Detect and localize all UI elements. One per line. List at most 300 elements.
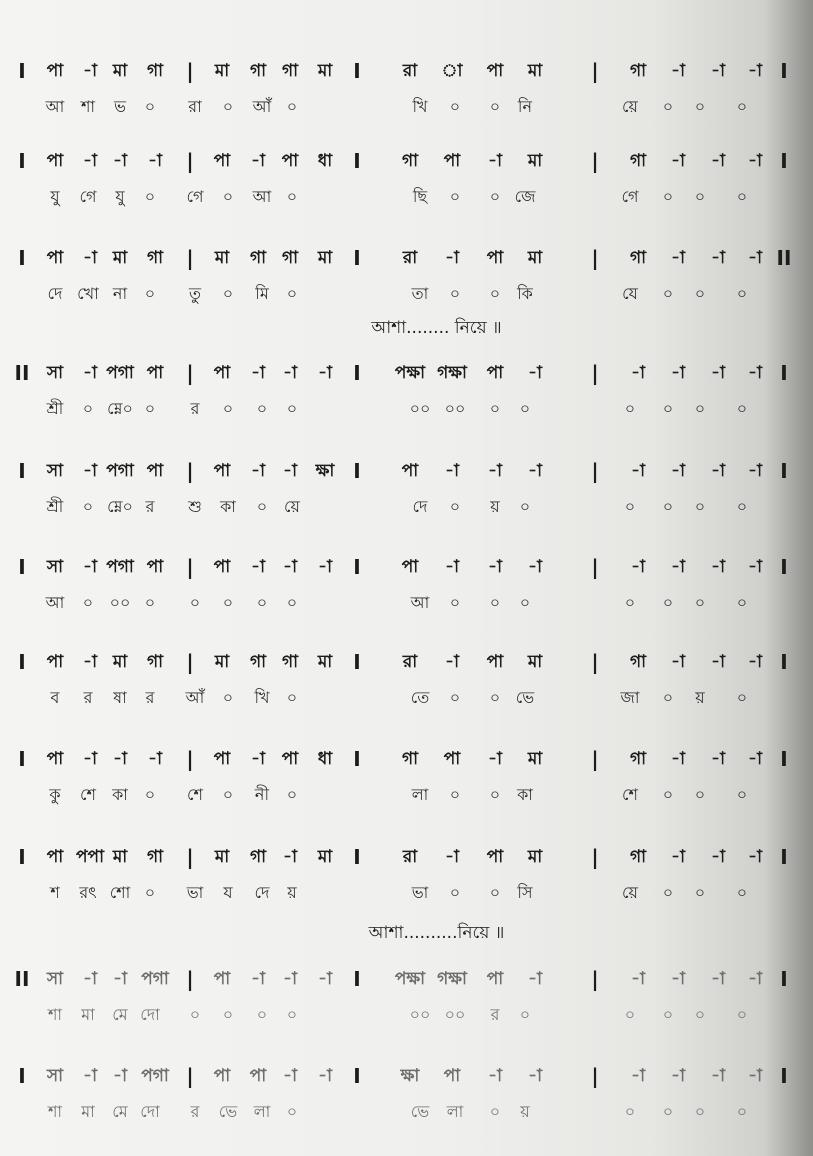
lyric-syllable: যে <box>622 284 638 303</box>
lyric-syllable: জে <box>514 187 536 206</box>
lyric-syllable: ০ <box>222 785 234 804</box>
swara-note: -া <box>283 847 297 867</box>
bar-line: | <box>591 845 599 869</box>
swara-note: মা <box>214 847 230 867</box>
swara-note: মা <box>112 847 128 867</box>
swara-note: -া <box>83 652 97 672</box>
swara-note: -া <box>251 749 265 769</box>
swara-note: পা <box>213 363 231 383</box>
lyric-syllable: ০ <box>256 1005 268 1024</box>
bar-line: I <box>353 650 361 674</box>
lyric-syllable: ০ <box>449 785 461 804</box>
swara-note: -া <box>748 248 762 268</box>
swara-note: -া <box>711 461 725 481</box>
bar-line: I <box>780 967 788 991</box>
swara-note: পা <box>46 749 64 769</box>
lyric-syllable: ০ <box>286 785 298 804</box>
swara-note: -া <box>528 1066 542 1086</box>
lyric-syllable: শে <box>622 785 638 804</box>
lyric-syllable: আ <box>410 593 430 612</box>
bar-line: I <box>353 1064 361 1088</box>
bar-line: | <box>591 1064 599 1088</box>
swara-note: -া <box>711 61 725 81</box>
swara-note: পা <box>213 151 231 171</box>
lyric-syllable: দে <box>47 284 63 303</box>
lyric-syllable: ভে <box>410 1102 430 1121</box>
lyric-syllable: ০ <box>662 1102 674 1121</box>
swara-note: -া <box>148 749 162 769</box>
bar-line: | <box>186 246 194 270</box>
lyric-syllable: ০০ <box>109 593 131 612</box>
lyric-syllable: গে <box>621 187 639 206</box>
swara-note: মা <box>317 847 333 867</box>
lyric-syllable: শ <box>50 883 60 902</box>
swara-note: সা <box>46 461 64 481</box>
lyric-syllable: ০ <box>489 1102 501 1121</box>
swara-note: মা <box>317 248 333 268</box>
swara-note: মা <box>527 847 543 867</box>
lyric-syllable: রা <box>188 97 202 116</box>
lyric-syllable: গে <box>79 187 97 206</box>
lyric-syllable: শে <box>80 785 96 804</box>
swara-note: পপা <box>75 847 105 867</box>
swara-note: -া <box>748 151 762 171</box>
swara-note: -া <box>445 557 459 577</box>
swara-note: -া <box>671 847 685 867</box>
swara-note: পা <box>213 749 231 769</box>
bar-line: I <box>353 967 361 991</box>
bar-line: | <box>186 555 194 579</box>
lyric-syllable: ০ <box>694 785 706 804</box>
lyric-syllable: ০ <box>286 399 298 418</box>
lyric-syllable: ০ <box>222 187 234 206</box>
lyric-syllable: ০ <box>624 497 636 516</box>
lyric-syllable: দে <box>412 497 428 516</box>
swara-note: -া <box>113 749 127 769</box>
lyric-syllable: ০০ <box>444 399 466 418</box>
lyric-syllable: ০ <box>286 1102 298 1121</box>
swara-note: -া <box>318 363 332 383</box>
swara-note: -া <box>528 557 542 577</box>
lyric-line <box>0 998 813 1032</box>
lyric-line <box>0 180 813 214</box>
swara-note: সা <box>46 363 64 383</box>
swara-note: -া <box>748 652 762 672</box>
swara-note: পা <box>146 363 164 383</box>
swara-line <box>0 962 813 996</box>
lyric-syllable: না <box>112 284 128 303</box>
bar-line: I <box>353 246 361 270</box>
lyric-syllable: ০ <box>222 284 234 303</box>
swara-note: পগা <box>106 557 134 577</box>
lyric-syllable: ০ <box>82 497 94 516</box>
bar-line: | <box>591 361 599 385</box>
lyric-syllable: শে <box>187 785 203 804</box>
swara-note: গা <box>629 151 647 171</box>
swara-note: পা <box>46 847 64 867</box>
swara-note: পা <box>46 151 64 171</box>
bar-line: | <box>186 459 194 483</box>
lyric-syllable: ০ <box>736 1005 748 1024</box>
swara-note: গা <box>629 61 647 81</box>
swara-line <box>0 54 813 88</box>
lyric-syllable: রৎ <box>79 883 97 902</box>
swara-note: -া <box>631 1066 645 1086</box>
swara-note: -া <box>711 749 725 769</box>
bar-line: I <box>780 459 788 483</box>
swara-note: রা <box>402 61 418 81</box>
swara-note: মা <box>527 248 543 268</box>
refrain-text: আশা........ নিয়ে ॥ <box>371 318 502 338</box>
bar-line: | <box>591 59 599 83</box>
bar-line: | <box>591 747 599 771</box>
lyric-syllable: ০ <box>144 785 156 804</box>
swara-note: -া <box>671 61 685 81</box>
lyric-syllable: তা <box>411 284 429 303</box>
lyric-syllable: ০ <box>736 785 748 804</box>
swara-note: -া <box>748 461 762 481</box>
swara-note: -া <box>251 151 265 171</box>
swara-note: -া <box>283 557 297 577</box>
swara-note: -া <box>83 363 97 383</box>
lyric-syllable: য় <box>520 1102 530 1121</box>
lyric-syllable: ০ <box>736 284 748 303</box>
lyric-syllable: র <box>190 399 200 418</box>
bar-line: | <box>186 747 194 771</box>
lyric-syllable: যু <box>50 187 60 206</box>
lyric-line <box>0 586 813 620</box>
lyric-syllable: লা <box>446 1102 464 1121</box>
bar-line: I <box>353 747 361 771</box>
swara-note: গা <box>249 61 267 81</box>
swara-note: -া <box>748 557 762 577</box>
lyric-syllable: ০ <box>694 497 706 516</box>
bar-line: | <box>186 361 194 385</box>
swara-note: -া <box>445 461 459 481</box>
swara-note: -া <box>671 363 685 383</box>
lyric-syllable: ০ <box>286 187 298 206</box>
swara-line <box>0 144 813 178</box>
swara-note: -া <box>445 248 459 268</box>
lyric-syllable: ০ <box>662 97 674 116</box>
lyric-syllable: ০ <box>519 497 531 516</box>
lyric-syllable: ০ <box>662 497 674 516</box>
swara-note: -া <box>283 461 297 481</box>
swara-note: গা <box>281 248 299 268</box>
refrain-text: আশা..........নিয়ে ॥ <box>368 923 505 943</box>
swara-note: গা <box>146 847 164 867</box>
swara-note: পা <box>281 749 299 769</box>
lyric-syllable: ০ <box>662 284 674 303</box>
swara-note: গা <box>281 652 299 672</box>
swara-note: পক্ষা <box>394 363 426 383</box>
swara-note: পা <box>486 363 504 383</box>
bar-line: | <box>186 967 194 991</box>
lyric-syllable: ০ <box>489 688 501 707</box>
lyric-syllable: ০ <box>144 97 156 116</box>
swara-note: পা <box>486 847 504 867</box>
swara-note: গা <box>249 652 267 672</box>
swara-note: পা <box>281 151 299 171</box>
lyric-syllable: নি <box>517 97 533 116</box>
lyric-syllable: শ্রী <box>46 497 64 516</box>
bar-line: | <box>591 650 599 674</box>
lyric-syllable: ০ <box>144 883 156 902</box>
swara-note: -া <box>113 151 127 171</box>
lyric-syllable: ০ <box>694 187 706 206</box>
bar-line: I <box>353 555 361 579</box>
lyric-syllable: শু <box>188 497 202 516</box>
lyric-syllable: কা <box>112 785 128 804</box>
swara-note: মা <box>112 248 128 268</box>
swara-note: -া <box>83 461 97 481</box>
lyric-syllable: ০ <box>662 399 674 418</box>
swara-note: পা <box>146 461 164 481</box>
swara-note: -া <box>631 969 645 989</box>
lyric-syllable: ০ <box>736 97 748 116</box>
lyric-syllable: র <box>145 497 155 516</box>
lyric-syllable: ভে <box>515 688 535 707</box>
swara-note: -া <box>671 1066 685 1086</box>
lyric-syllable: ষা <box>113 688 127 707</box>
bar-line: I <box>780 149 788 173</box>
swara-note: মা <box>214 61 230 81</box>
swara-note: -া <box>251 969 265 989</box>
lyric-syllable: ০ <box>286 593 298 612</box>
swara-note: -া <box>711 1066 725 1086</box>
swara-note: -া <box>83 61 97 81</box>
bar-line: I <box>18 59 26 83</box>
lyric-syllable: র <box>490 1005 500 1024</box>
bar-line: I <box>780 59 788 83</box>
lyric-syllable: শা <box>47 1005 63 1024</box>
swara-note: -া <box>83 151 97 171</box>
swara-note: গা <box>146 248 164 268</box>
lyric-syllable: ০ <box>662 883 674 902</box>
swara-note: -া <box>631 461 645 481</box>
lyric-syllable: দে <box>254 883 270 902</box>
lyric-syllable: মে <box>112 1102 128 1121</box>
swara-note: মা <box>317 652 333 672</box>
swara-note: পা <box>213 969 231 989</box>
lyric-line <box>0 1095 813 1129</box>
lyric-line <box>0 90 813 124</box>
lyric-syllable: ০০ <box>409 399 431 418</box>
swara-line <box>0 742 813 776</box>
lyric-syllable: ০ <box>624 399 636 418</box>
lyric-syllable: সি <box>517 883 533 902</box>
swara-note: পা <box>486 969 504 989</box>
bar-line: | <box>186 1064 194 1088</box>
swara-note: -া <box>748 363 762 383</box>
swara-note: গা <box>401 749 419 769</box>
swara-note: -া <box>671 151 685 171</box>
lyric-syllable: ০০ <box>409 1005 431 1024</box>
lyric-syllable: ০ <box>694 97 706 116</box>
bar-line: I <box>18 747 26 771</box>
bar-line: | <box>591 459 599 483</box>
lyric-syllable: মা <box>81 1102 95 1121</box>
lyric-syllable: ০ <box>736 399 748 418</box>
swara-note: পা <box>401 557 419 577</box>
swara-note: -া <box>488 749 502 769</box>
swara-note: -া <box>251 557 265 577</box>
bar-line: I <box>18 650 26 674</box>
lyric-syllable: ০ <box>694 883 706 902</box>
lyric-syllable: ভা <box>411 883 429 902</box>
lyric-syllable: শা <box>80 97 96 116</box>
swara-note: পগা <box>141 969 169 989</box>
swara-note: -া <box>318 1066 332 1086</box>
lyric-syllable: ০ <box>519 399 531 418</box>
lyric-syllable: ০ <box>222 593 234 612</box>
swara-note: -া <box>113 969 127 989</box>
lyric-syllable: ০ <box>286 284 298 303</box>
swara-line <box>0 454 813 488</box>
lyric-syllable: ০ <box>82 399 94 418</box>
bar-line: I <box>780 1064 788 1088</box>
lyric-syllable: ০ <box>736 497 748 516</box>
swara-note: -া <box>671 749 685 769</box>
swara-note: গক্ষা <box>437 969 467 989</box>
lyric-line <box>0 778 813 812</box>
bar-line: I <box>18 555 26 579</box>
lyric-syllable: ০ <box>189 1005 201 1024</box>
lyric-syllable: কা <box>517 785 533 804</box>
lyric-syllable: য় <box>287 883 297 902</box>
lyric-syllable: লা <box>253 1102 271 1121</box>
lyric-syllable: য় <box>695 688 705 707</box>
bar-line: I <box>780 845 788 869</box>
lyric-syllable: ০ <box>736 593 748 612</box>
lyric-syllable: ০ <box>286 97 298 116</box>
lyric-syllable: কি <box>517 284 533 303</box>
swara-note: পা <box>249 1066 267 1086</box>
swara-note: -া <box>671 248 685 268</box>
lyric-syllable: ০ <box>694 1102 706 1121</box>
swara-note: পা <box>213 557 231 577</box>
swara-note: পগা <box>106 461 134 481</box>
swara-note: -া <box>83 248 97 268</box>
swara-line <box>0 840 813 874</box>
lyric-syllable: ০ <box>694 1005 706 1024</box>
swara-note: ক্ষা <box>315 461 335 481</box>
bar-line: | <box>591 967 599 991</box>
bar-line: II <box>14 361 30 385</box>
lyric-syllable: তে <box>410 688 430 707</box>
swara-note: গা <box>629 749 647 769</box>
lyric-syllable: শা <box>47 1102 63 1121</box>
lyric-syllable: য়ে <box>622 883 638 902</box>
lyric-syllable: ০ <box>694 284 706 303</box>
swara-note: -া <box>528 969 542 989</box>
lyric-line <box>0 392 813 426</box>
bar-line: | <box>591 246 599 270</box>
bar-line: | <box>186 59 194 83</box>
lyric-syllable: ০ <box>736 187 748 206</box>
swara-note: -া <box>488 557 502 577</box>
swara-note: গা <box>146 652 164 672</box>
lyric-syllable: ০ <box>624 1102 636 1121</box>
swara-note: -া <box>318 969 332 989</box>
lyric-syllable: ০ <box>624 593 636 612</box>
lyric-syllable: ০ <box>256 593 268 612</box>
bar-line: | <box>186 650 194 674</box>
bar-line: I <box>780 747 788 771</box>
lyric-syllable: শ্রী <box>46 399 64 418</box>
bar-line: I <box>18 845 26 869</box>
lyric-syllable: কু <box>49 785 61 804</box>
lyric-line <box>0 277 813 311</box>
bar-line: I <box>18 149 26 173</box>
lyric-syllable: ০০ <box>444 1005 466 1024</box>
swara-note: গা <box>281 61 299 81</box>
lyric-syllable: ০ <box>489 399 501 418</box>
lyric-syllable: ব <box>50 688 60 707</box>
lyric-syllable: ০ <box>256 497 268 516</box>
swara-note: পগা <box>141 1066 169 1086</box>
swara-line <box>0 1059 813 1093</box>
lyric-syllable: মা <box>81 1005 95 1024</box>
swara-note: -া <box>445 847 459 867</box>
lyric-syllable: আ <box>252 187 272 206</box>
lyric-syllable: ০ <box>694 399 706 418</box>
swara-note: গা <box>401 151 419 171</box>
lyric-syllable: ০ <box>449 593 461 612</box>
lyric-syllable: তু <box>188 284 202 303</box>
swara-note: পা <box>213 1066 231 1086</box>
lyric-line <box>0 681 813 715</box>
bar-line: I <box>353 361 361 385</box>
bar-line: II <box>14 967 30 991</box>
swara-note: ক্ষা <box>400 1066 420 1086</box>
swara-note: রা <box>402 847 418 867</box>
lyric-syllable: আ <box>45 97 65 116</box>
lyric-syllable: ০ <box>144 399 156 418</box>
lyric-syllable: র <box>83 688 93 707</box>
swara-line <box>0 550 813 584</box>
swara-note: পা <box>443 1066 461 1086</box>
bar-line: I <box>353 59 361 83</box>
swara-note: গা <box>629 847 647 867</box>
lyric-syllable: ০ <box>449 97 461 116</box>
lyric-syllable: ০ <box>489 883 501 902</box>
lyric-syllable: ০ <box>519 1005 531 1024</box>
bar-line: I <box>18 459 26 483</box>
swara-note: পগা <box>106 363 134 383</box>
swara-note: -া <box>83 749 97 769</box>
swara-note: -া <box>251 461 265 481</box>
lyric-syllable: ০ <box>222 1005 234 1024</box>
lyric-syllable: কা <box>220 497 236 516</box>
swara-note: পা <box>46 61 64 81</box>
lyric-syllable: ০ <box>489 593 501 612</box>
swara-note: রা <box>402 652 418 672</box>
lyric-syllable: দো <box>140 1102 160 1121</box>
swara-note: পা <box>486 652 504 672</box>
lyric-syllable: ভে <box>218 1102 238 1121</box>
swara-note: মা <box>317 61 333 81</box>
swara-note: পা <box>46 652 64 672</box>
swara-note: পা <box>486 248 504 268</box>
swara-note: মা <box>527 151 543 171</box>
swara-note: গা <box>249 847 267 867</box>
swara-note: -া <box>748 847 762 867</box>
swara-note: পা <box>401 461 419 481</box>
bar-line: | <box>591 149 599 173</box>
swara-note: া <box>441 61 463 81</box>
lyric-syllable: ০ <box>489 284 501 303</box>
